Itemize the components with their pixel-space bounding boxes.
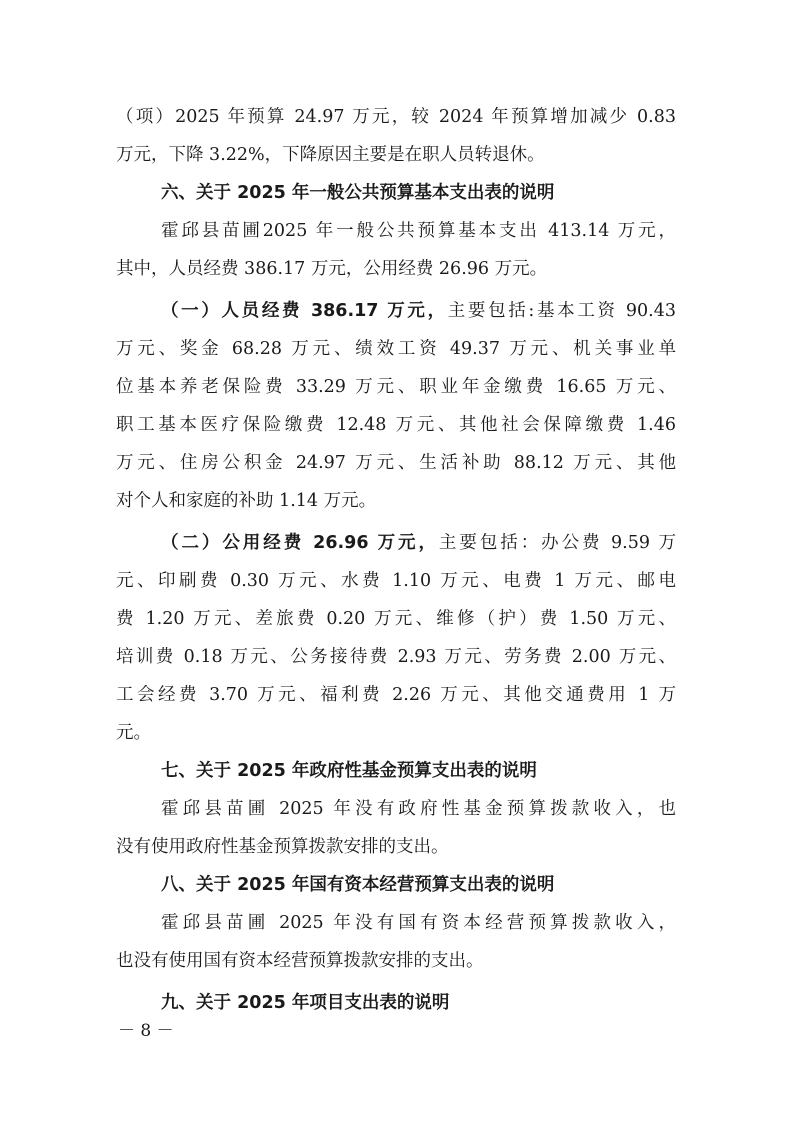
- paragraph-text: 主要包括：办公费 9.59 万: [438, 533, 676, 553]
- section-heading-6: 六、关于 2025 年一般公共预算基本支出表的说明: [161, 183, 555, 203]
- paragraph-line: 霍邱县苗圃 2025 年没有国有资本经营预算拨款收入，: [161, 913, 676, 933]
- paragraph-line: 元、印刷费 0.30 万元、水费 1.10 万元、电费 1 万元、邮电: [116, 571, 676, 591]
- section-heading-7: 七、关于 2025 年政府性基金预算支出表的说明: [161, 761, 537, 781]
- paragraph-line: 万元、奖金 68.28 万元、绩效工资 49.37 万元、机关事业单: [116, 339, 676, 359]
- section-heading-9: 九、关于 2025 年项目支出表的说明: [161, 993, 450, 1013]
- paragraph-line: 培训费 0.18 万元、公务接待费 2.93 万元、劳务费 2.00 万元、: [116, 647, 676, 667]
- subheading-public: （二）公用经费 26.96 万元，: [161, 533, 439, 553]
- paragraph-line: 位基本养老保险费 33.29 万元、职业年金缴费 16.65 万元、: [116, 377, 676, 397]
- paragraph-line: 也没有使用国有资本经营预算拨款安排的支出。: [116, 951, 484, 971]
- paragraph-line: 费 1.20 万元、差旅费 0.20 万元、维修（护）费 1.50 万元、: [116, 609, 676, 629]
- paragraph-line: [116, 292, 676, 330]
- paragraph-line: 万元、住房公积金 24.97 万元、生活补助 88.12 万元、其他: [116, 453, 676, 473]
- paragraph-line: 职工基本医疗保险缴费 12.48 万元、其他社会保障缴费 1.46: [116, 415, 676, 435]
- page-number: － 8 －: [118, 1021, 174, 1041]
- paragraph-line: 其中，人员经费 386.17 万元，公用经费 26.96 万元。: [116, 259, 548, 279]
- paragraph-line: 万元，下降 3.22%，下降原因主要是在职人员转退休。: [116, 145, 545, 165]
- paragraph-line: 没有使用政府性基金预算拨款安排的支出。: [116, 837, 449, 857]
- paragraph-text: 主要包括:基本工资 90.43: [447, 301, 676, 321]
- paragraph-line: 工会经费 3.70 万元、福利费 2.26 万元、其他交通费用 1 万: [116, 685, 676, 705]
- paragraph-line: 元。: [116, 723, 151, 743]
- paragraph-line: 霍邱县苗圃 2025 年没有政府性基金预算拨款收入，也: [161, 799, 676, 819]
- paragraph-line: 对个人和家庭的补助 1.14 万元。: [116, 491, 377, 511]
- document-body: [116, 98, 676, 1022]
- paragraph-line: 霍邱县苗圃2025 年一般公共预算基本支出 413.14 万元，: [161, 221, 676, 241]
- paragraph-line: （项）2025 年预算 24.97 万元，较 2024 年预算增加减少 0.83: [116, 107, 676, 127]
- section-heading-8: 八、关于 2025 年国有资本经营预算支出表的说明: [161, 875, 555, 895]
- paragraph-line: [116, 524, 676, 562]
- subheading-personnel: （一）人员经费 386.17 万元，: [161, 301, 448, 321]
